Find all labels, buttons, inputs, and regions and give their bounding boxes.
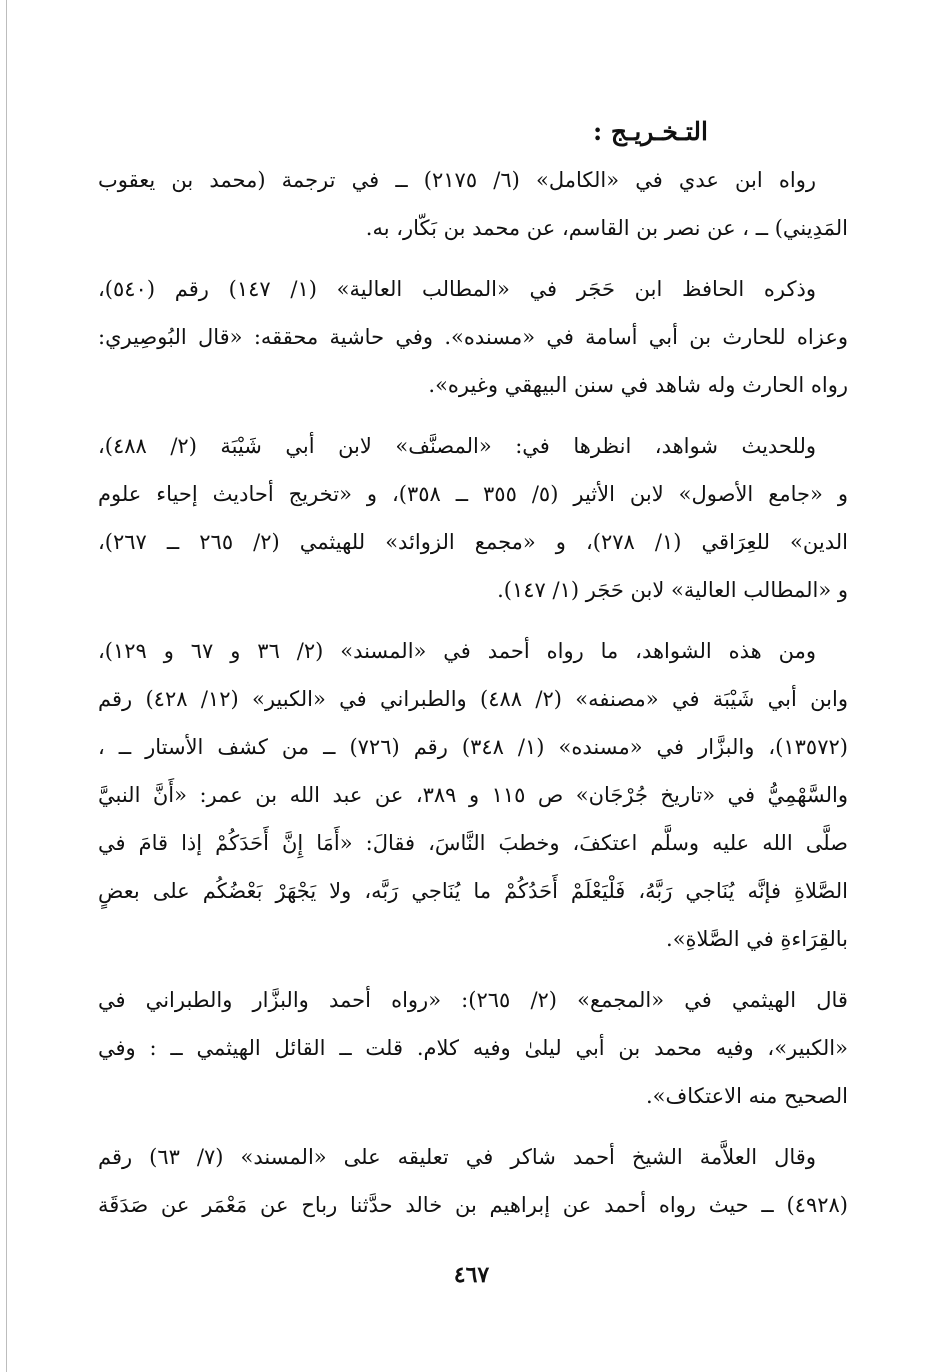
page-number: ٤٦٧ <box>453 1262 490 1288</box>
paragraph <box>98 976 848 1120</box>
text-line: وعزاه للحارث بن أبي أسامة في «مسنده». وفي حاشية محققه: «قال البُوصِيري: <box>98 325 848 349</box>
text-line: بالقِرَاءةِ في الصَّلاةِ». <box>666 927 848 951</box>
section-heading: التـخـريـج : <box>592 117 708 146</box>
text-line: الصحيح منه الاعتكاف». <box>645 1084 848 1108</box>
text-line: رواه ابن عدي في «الكامل» (٦/ ٢١٧٥) ــ في ترجمة (محمد بن يعقوب <box>98 168 816 192</box>
page-content <box>98 110 848 1229</box>
paragraph <box>98 156 848 252</box>
text-line: وللحديث شواهد، انظرها في: «المصنَّف» لابن أبي شَيْبَة (٢/ ٤٨٨)، <box>98 434 816 458</box>
text-line: صلَّى الله عليه وسلَّم اعتكفَ، وخطبَ النَّاسَ، فقالَ: «أَمَا إِنَّ أَحَدَكُمْ إذا قامَ في <box>98 831 848 855</box>
text-line: الصَّلاةِ فإنَّه يُنَاجي رَبَّهُ، فَلْيَعْلَمْ أَحَدُكُمْ ما يُنَاجي رَبَّه، ولا يَجْهَرْ بَعْضُكُم على بعضٍ <box>98 879 848 903</box>
text-line: وذكره الحافظ ابن حَجَر في «المطالب العالية» (١/ ١٤٧) رقم (٥٤٠)، <box>98 277 816 301</box>
text-line: و «المطالب العالية» لابن حَجَر (١/ ١٤٧). <box>497 578 848 602</box>
text-line: قال الهيثمي في «المجمع» (٢/ ٢٦٥): «رواه أحمد والبزَّار والطبراني في <box>98 988 848 1012</box>
text-line: (١٣٥٧٢)، والبزَّار في «مسنده» (١/ ٣٤٨) رقم (٧٢٦) ــ من كشف الأستار ــ ، <box>98 735 848 759</box>
paragraph <box>98 627 848 963</box>
text-line: (٤٩٢٨) ــ حيث رواه أحمد عن إبراهيم بن خالد حدَّثنا رباح عن مَعْمَر عن صَدَقَة <box>98 1193 848 1217</box>
text-line: وقال العلاَّمة الشيخ أحمد شاكر في تعليقه على «المسند» (٧/ ٦٣) رقم <box>98 1145 816 1169</box>
page-edge-line <box>6 0 7 1372</box>
text-line: المَدِيني) ــ ، عن نصر بن القاسم، عن محمد بن بَكّار، به. <box>365 216 848 240</box>
paragraph <box>98 422 848 614</box>
paragraph <box>98 1133 848 1229</box>
text-line: «الكبير»، وفيه محمد بن أبي ليلىٰ وفيه كلام. قلت ــ القائل الهيثمي ــ : وفي <box>98 1036 848 1060</box>
text-line: الدين» للعِرَاقي (١/ ٢٧٨)، و «مجمع الزوائد» للهيثمي (٢/ ٢٦٥ ــ ٢٦٧)، <box>98 530 848 554</box>
text-line: و «جامع الأصول» لابن الأثير (٥/ ٣٥٥ ــ ٣٥٨)، و «تخريج أحاديث إحياء علوم <box>98 482 848 506</box>
text-line: رواه الحارث وله شاهد في سنن البيهقي وغيره». <box>428 373 848 397</box>
text-line: ومن هذه الشواهد، ما رواه أحمد في «المسند» (٢/ ٣٦ و ٦٧ و ١٢٩)، <box>98 639 816 663</box>
text-line: وابن أبي شَيْبَة في «مصنفه» (٢/ ٤٨٨) والطبراني في «الكبير» (١٢/ ٤٢٨) رقم <box>98 687 848 711</box>
text-line: والسَّهْمِيُّ في «تاريخ جُرْجَان» ص ١١٥ و ٣٨٩، عن عبد الله بن عمر: «أَنَّ النبيَّ <box>98 783 848 807</box>
paragraph <box>98 265 848 409</box>
